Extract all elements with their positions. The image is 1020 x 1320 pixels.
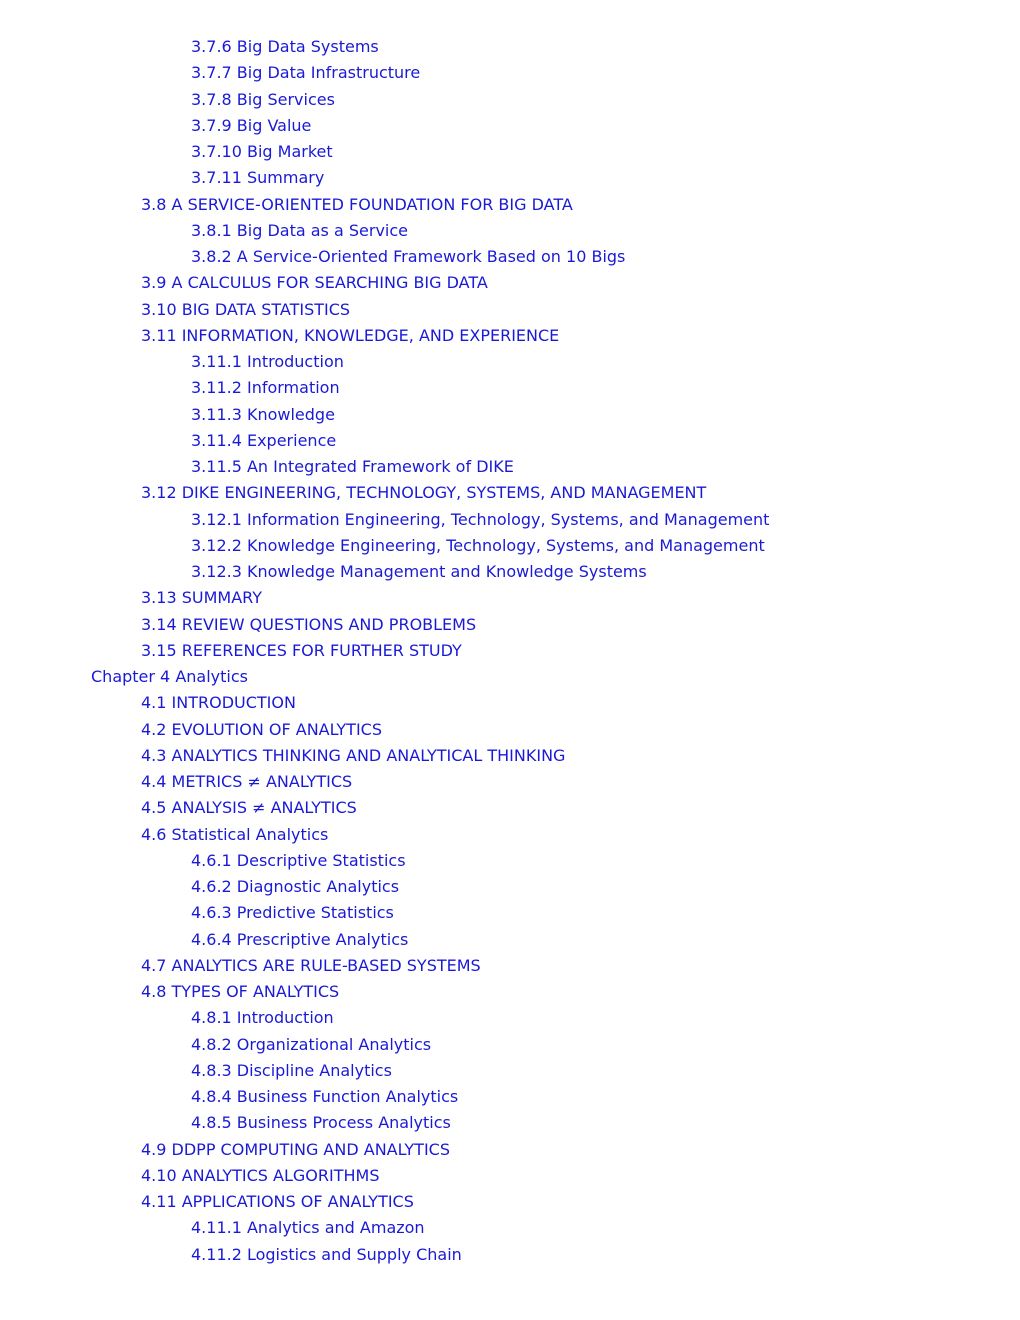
toc-link[interactable]: 4.3 ANALYTICS THINKING AND ANALYTICAL THINKING	[141, 745, 566, 765]
toc-link[interactable]: 3.7.11 Summary	[191, 168, 325, 188]
toc-link[interactable]: 3.7.8 Big Services	[191, 89, 335, 109]
toc-link[interactable]: 3.11 INFORMATION, KNOWLEDGE, AND EXPERIENCE	[141, 325, 560, 345]
toc-link[interactable]: 3.8.2 A Service-Oriented Framework Based on 10 Bigs	[191, 247, 626, 266]
toc-link[interactable]: 3.7.7 Big Data Infrastructure	[191, 63, 421, 83]
toc-link[interactable]: 4.11 APPLICATIONS OF ANALYTICS	[141, 1192, 414, 1211]
toc-link[interactable]: 4.8.5 Business Process Analytics	[191, 1113, 451, 1133]
list-item	[0, 1005, 1020, 1031]
toc-link[interactable]: 4.5 ANALYSIS ≠ ANALYTICS	[141, 798, 357, 818]
toc-link[interactable]: 4.8.4 Business Function Analytics	[191, 1087, 459, 1106]
toc-link[interactable]: 4.8.1 Introduction	[191, 1008, 334, 1028]
list-item	[0, 717, 1020, 743]
toc-link[interactable]: 3.7.9 Big Value	[191, 115, 312, 135]
list-item	[0, 1242, 1020, 1268]
toc-link[interactable]: 3.14 REVIEW QUESTIONS AND PROBLEMS	[141, 614, 477, 634]
list-item	[0, 638, 1020, 664]
list-item	[0, 612, 1020, 638]
toc-link[interactable]: 3.7.10 Big Market	[191, 142, 333, 161]
toc-link[interactable]: 4.9 DDPP COMPUTING AND ANALYTICS	[141, 1139, 450, 1159]
toc-link[interactable]: 3.15 REFERENCES FOR FURTHER STUDY	[141, 640, 462, 660]
toc-link[interactable]: 3.11.5 An Integrated Framework of DIKE	[191, 457, 514, 476]
toc-link[interactable]: 4.6.4 Prescriptive Analytics	[191, 929, 409, 949]
table-of-contents	[0, 34, 1020, 1268]
list-item	[0, 1163, 1020, 1189]
toc-link[interactable]: 3.8.1 Big Data as a Service	[191, 220, 408, 240]
list-item	[0, 480, 1020, 506]
toc-link[interactable]: 3.12.2 Knowledge Engineering, Technology, Systems, and Management	[191, 535, 765, 555]
list-item	[0, 349, 1020, 375]
list-item	[0, 585, 1020, 611]
list-item	[0, 60, 1020, 86]
toc-link[interactable]: 3.10 BIG DATA STATISTICS	[141, 299, 351, 319]
list-item	[0, 690, 1020, 716]
toc-link[interactable]: 3.11.1 Introduction	[191, 352, 344, 371]
toc-link[interactable]: 3.9 A CALCULUS FOR SEARCHING BIG DATA	[141, 273, 488, 293]
list-item	[0, 953, 1020, 979]
list-item	[0, 87, 1020, 113]
toc-link[interactable]: 4.11.2 Logistics and Supply Chain	[191, 1244, 462, 1264]
toc-link[interactable]: 3.11.2 Information	[191, 378, 340, 398]
toc-link[interactable]: 3.8 A SERVICE-ORIENTED FOUNDATION FOR BIG DATA	[141, 194, 573, 214]
list-item	[0, 1137, 1020, 1163]
list-item	[0, 34, 1020, 60]
toc-link[interactable]: 3.11.4 Experience	[191, 430, 337, 450]
toc-link[interactable]: 4.6.3 Predictive Statistics	[191, 903, 394, 923]
list-item	[0, 192, 1020, 218]
list-item	[0, 428, 1020, 454]
list-item	[0, 900, 1020, 926]
toc-link[interactable]: 4.11.1 Analytics and Amazon	[191, 1218, 425, 1238]
list-item	[0, 139, 1020, 165]
toc-chapter-link[interactable]: Chapter 4 Analytics	[91, 667, 248, 686]
list-item	[0, 743, 1020, 769]
list-item	[0, 874, 1020, 900]
list-item	[0, 979, 1020, 1005]
toc-link[interactable]: 4.6.2 Diagnostic Analytics	[191, 877, 400, 896]
toc-link[interactable]: 3.11.3 Knowledge	[191, 404, 335, 424]
toc-link[interactable]: 4.8.2 Organizational Analytics	[191, 1034, 432, 1054]
list-item	[0, 1110, 1020, 1136]
list-item	[0, 822, 1020, 848]
list-item	[0, 769, 1020, 795]
list-item	[0, 507, 1020, 533]
list-item	[0, 165, 1020, 191]
list-item	[0, 559, 1020, 585]
list-item	[0, 664, 1020, 690]
list-item	[0, 1032, 1020, 1058]
toc-link[interactable]: 4.2 EVOLUTION OF ANALYTICS	[141, 719, 382, 739]
list-item	[0, 1215, 1020, 1241]
toc-link[interactable]: 4.8 TYPES OF ANALYTICS	[141, 982, 340, 1001]
list-item	[0, 1058, 1020, 1084]
list-item	[0, 218, 1020, 244]
list-item	[0, 795, 1020, 821]
list-item	[0, 1084, 1020, 1110]
list-item	[0, 323, 1020, 349]
toc-link[interactable]: 3.7.6 Big Data Systems	[191, 37, 379, 56]
toc-link[interactable]: 4.6 Statistical Analytics	[141, 824, 329, 844]
toc-link[interactable]: 4.1 INTRODUCTION	[141, 693, 296, 713]
toc-link[interactable]: 4.7 ANALYTICS ARE RULE-BASED SYSTEMS	[141, 955, 481, 975]
list-item	[0, 375, 1020, 401]
list-item	[0, 297, 1020, 323]
list-item	[0, 1189, 1020, 1215]
list-item	[0, 113, 1020, 139]
toc-link[interactable]: 3.12.3 Knowledge Management and Knowledge Systems	[191, 562, 647, 581]
toc-link[interactable]: 4.6.1 Descriptive Statistics	[191, 850, 406, 870]
list-item	[0, 927, 1020, 953]
list-item	[0, 402, 1020, 428]
list-item	[0, 533, 1020, 559]
list-item	[0, 454, 1020, 480]
toc-link[interactable]: 4.10 ANALYTICS ALGORITHMS	[141, 1165, 380, 1185]
list-item	[0, 848, 1020, 874]
toc-link[interactable]: 4.4 METRICS ≠ ANALYTICS	[141, 772, 353, 791]
toc-link[interactable]: 4.8.3 Discipline Analytics	[191, 1060, 392, 1080]
toc-link[interactable]: 3.12 DIKE ENGINEERING, TECHNOLOGY, SYSTEMS, AND MANAGEMENT	[141, 483, 707, 503]
list-item	[0, 270, 1020, 296]
toc-link[interactable]: 3.12.1 Information Engineering, Technology, Systems, and Management	[191, 509, 770, 529]
toc-link[interactable]: 3.13 SUMMARY	[141, 588, 262, 608]
list-item	[0, 244, 1020, 270]
